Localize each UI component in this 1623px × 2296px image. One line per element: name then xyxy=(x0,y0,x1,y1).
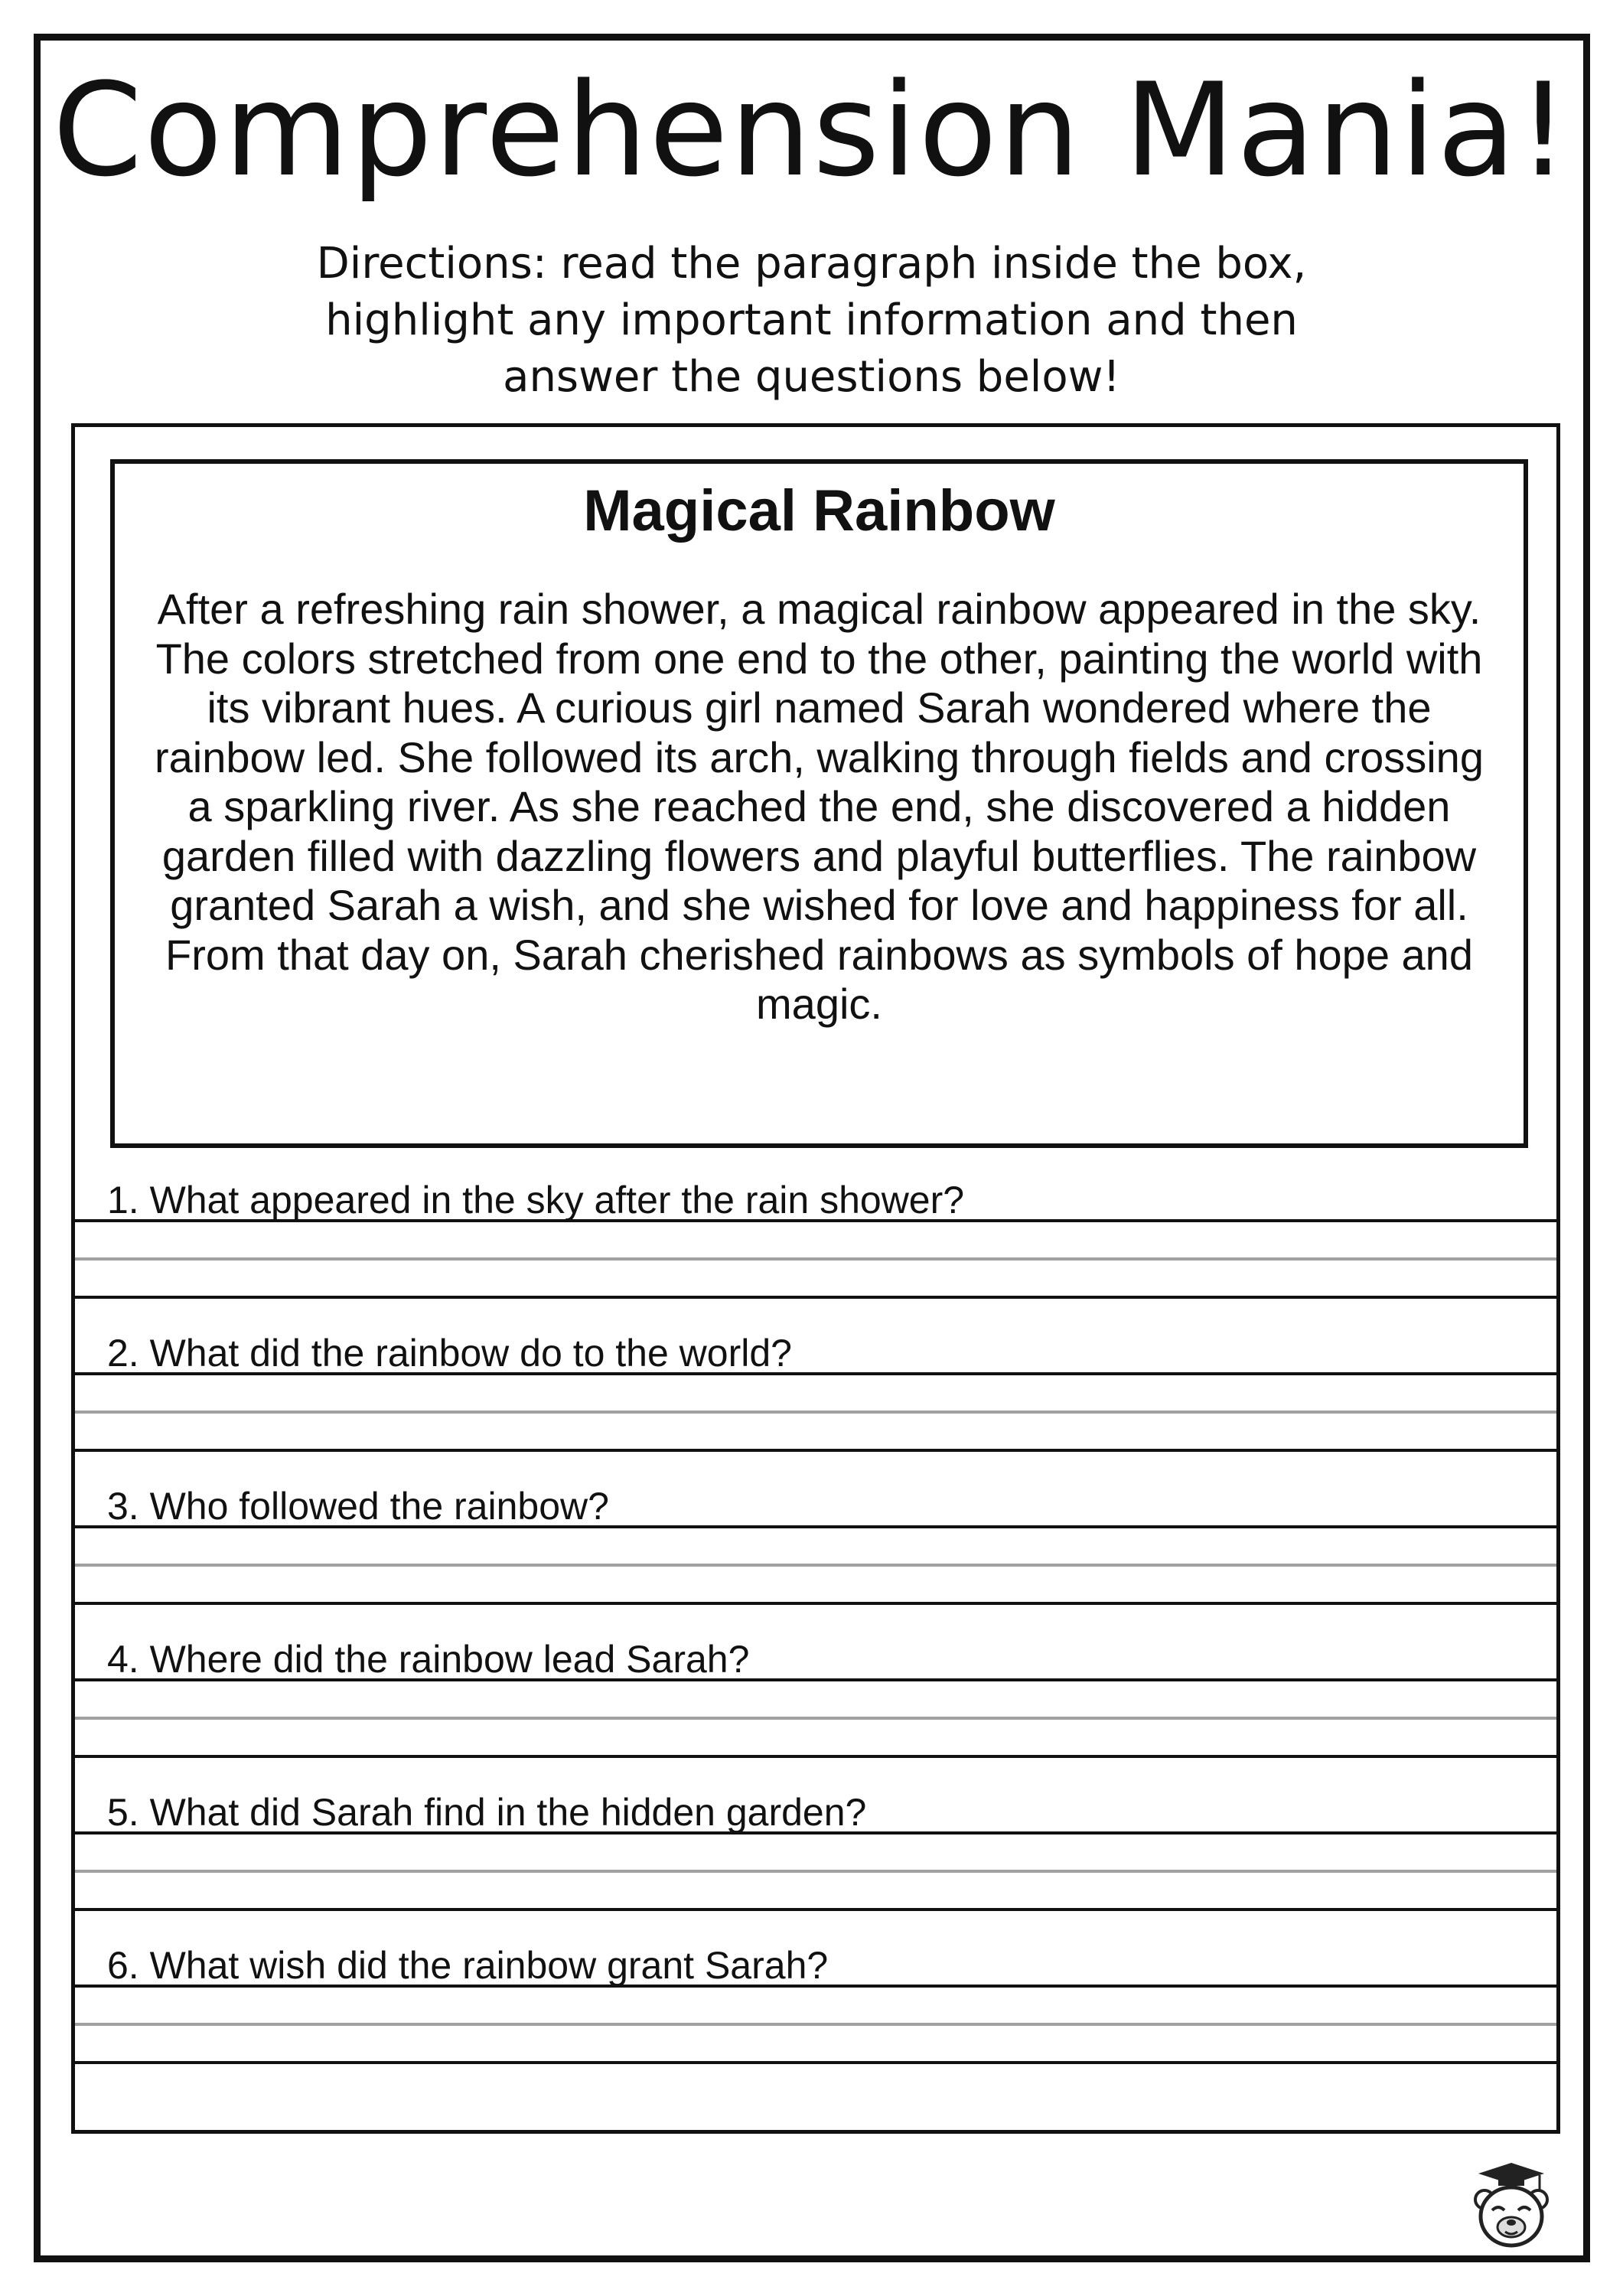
graduate-mascot-icon xyxy=(1469,2160,1553,2252)
answer-line[interactable] xyxy=(75,1296,1556,1299)
answer-line[interactable] xyxy=(75,1449,1556,1452)
answer-guide-line xyxy=(75,1411,1556,1414)
passage-box xyxy=(110,459,1528,1148)
question-5: 5. What did Sarah find in the hidden garden? xyxy=(107,1791,867,1834)
answer-line[interactable] xyxy=(75,1908,1556,1911)
question-4: 4. Where did the rainbow lead Sarah? xyxy=(107,1638,750,1681)
answer-line[interactable] xyxy=(75,1219,1556,1222)
answer-guide-line xyxy=(75,1564,1556,1567)
answer-line[interactable] xyxy=(75,1755,1556,1758)
passage-title: Magical Rainbow xyxy=(583,478,1055,543)
passage-text: After a refreshing rain shower, a magical rainbow appeared in the sky. The colors stretched from one end to the other, painting the world with its vibrant hues. A curious girl named Sarah wondered where the rainbow led. She followed its arch, walking through fields and crossing a sparkling river. As she reached the end, she discovered a hidden garden filled with dazzling flowers and playful butterflies. The rainbow granted Sarah a wish, and she wished for love and happiness for all. From that day on, Sarah cherished rainbows as symbols of hope and magic. xyxy=(155,585,1484,1028)
answer-line[interactable] xyxy=(75,1525,1556,1528)
answer-line[interactable] xyxy=(75,2061,1556,2064)
directions-text: Directions: read the paragraph inside the box, highlight any important information and then answer the questions below! xyxy=(316,239,1307,402)
answer-line[interactable] xyxy=(75,1831,1556,1835)
answer-guide-line xyxy=(75,2023,1556,2026)
question-6: 6. What wish did the rainbow grant Sarah? xyxy=(107,1944,829,1987)
question-1: 1. What appeared in the sky after the rain shower? xyxy=(107,1179,965,1221)
answer-line[interactable] xyxy=(75,1678,1556,1681)
answer-line[interactable] xyxy=(75,1985,1556,1988)
answer-guide-line xyxy=(75,1257,1556,1261)
answer-guide-line xyxy=(75,1717,1556,1720)
question-3: 3. Who followed the rainbow? xyxy=(107,1485,609,1528)
question-2: 2. What did the rainbow do to the world? xyxy=(107,1332,792,1375)
answer-line[interactable] xyxy=(75,1602,1556,1605)
answer-guide-line xyxy=(75,1870,1556,1873)
answer-line[interactable] xyxy=(75,1372,1556,1375)
worksheet-title: Comprehension Mania! xyxy=(52,55,1571,205)
